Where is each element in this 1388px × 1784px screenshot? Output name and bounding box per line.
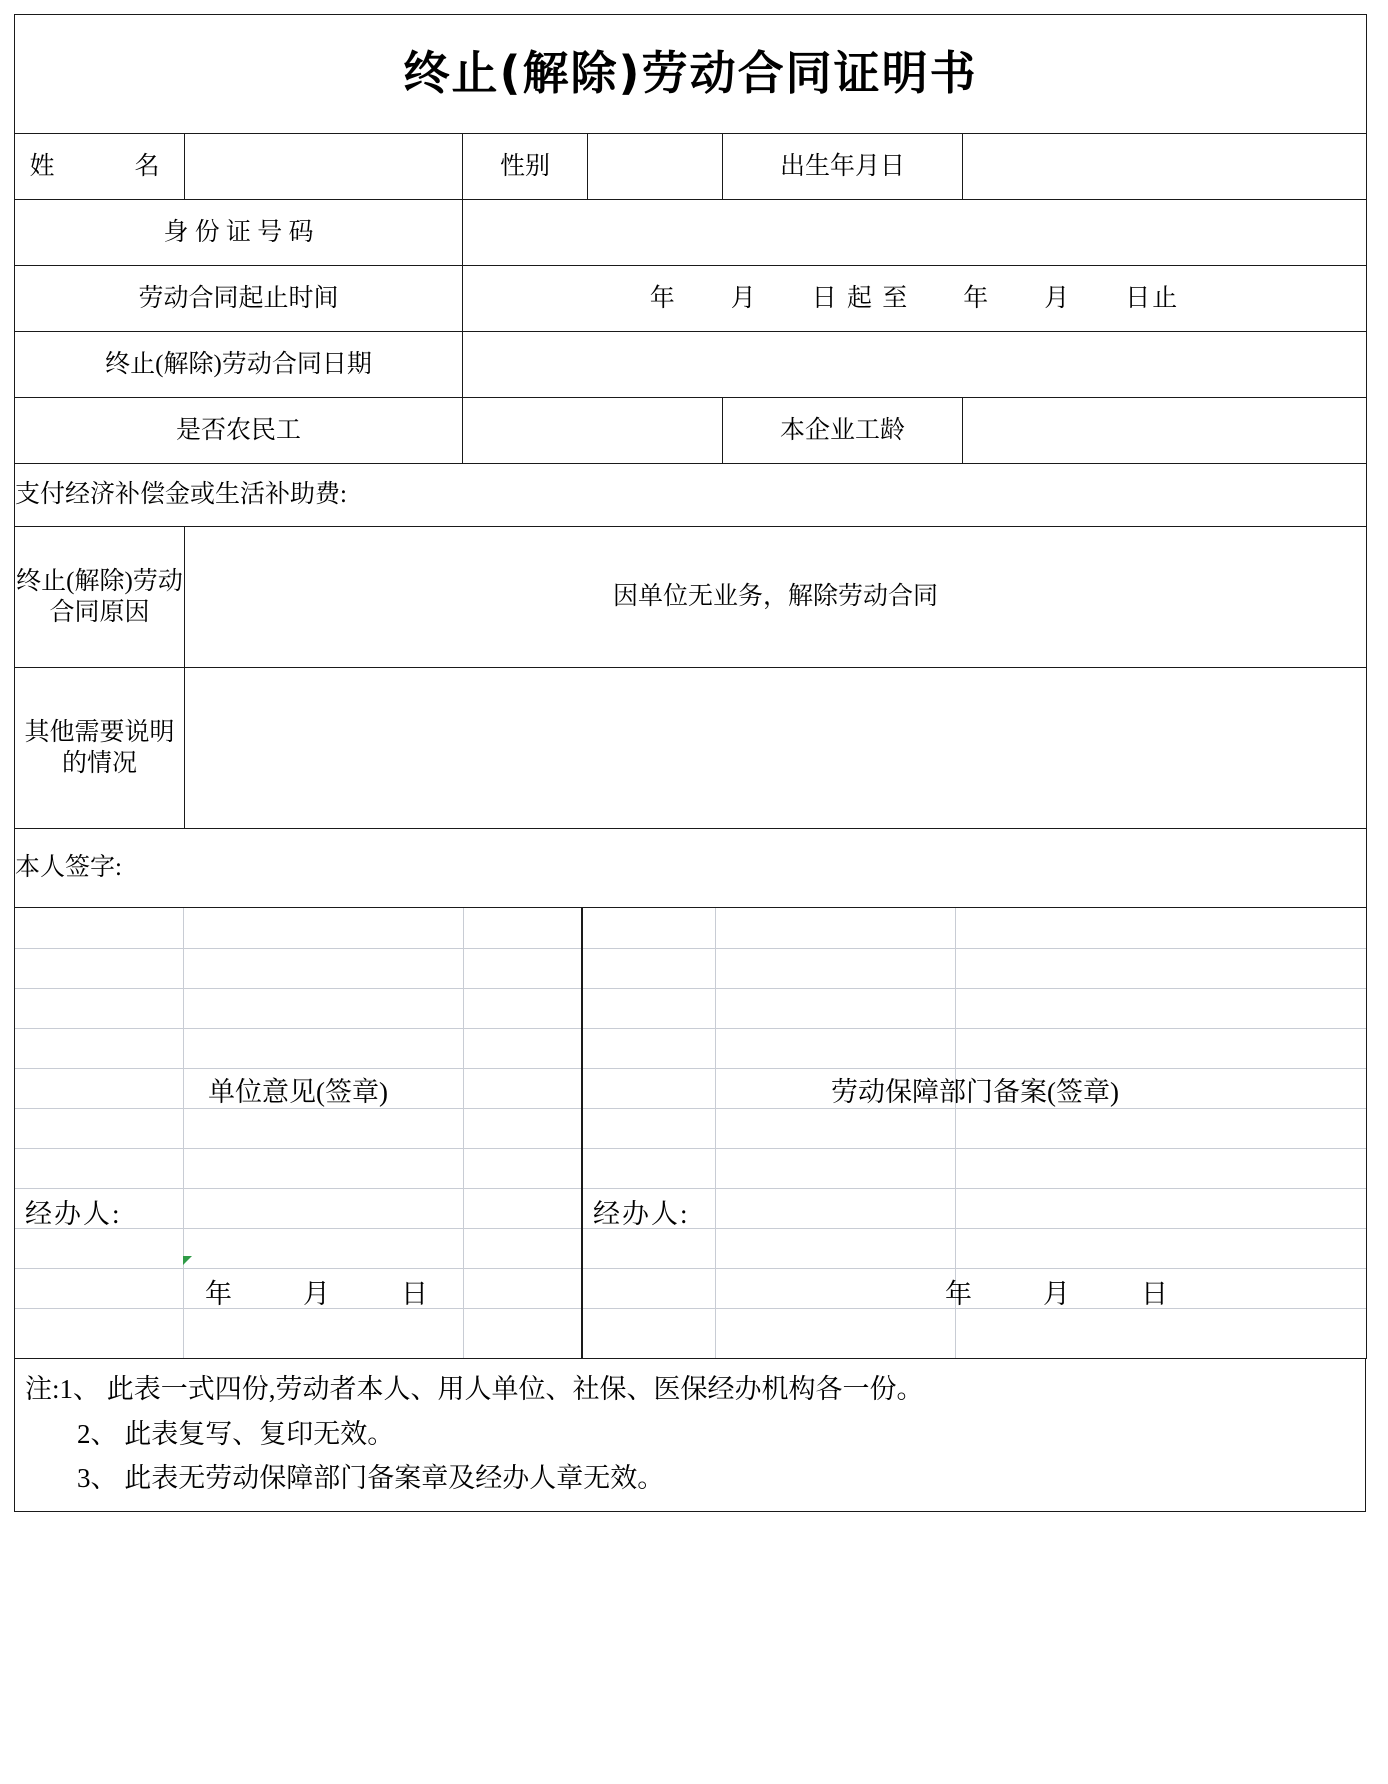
date-left[interactable]: 年 月 日 bbox=[205, 1279, 450, 1309]
signature-grid bbox=[15, 908, 1367, 1359]
title-cell bbox=[15, 15, 1367, 134]
gender-label: 性别 bbox=[463, 134, 588, 200]
row-reason bbox=[15, 527, 1367, 668]
row-basic-info bbox=[15, 134, 1367, 200]
reason-label: 终止(解除)劳动合同原因 bbox=[15, 527, 185, 668]
termination-date-label: 终止(解除)劳动合同日期 bbox=[15, 332, 463, 398]
migrant-worker-value[interactable] bbox=[463, 398, 723, 464]
certificate-form bbox=[14, 14, 1367, 1359]
title-row bbox=[15, 15, 1367, 134]
date-right[interactable]: 年 月 日 bbox=[945, 1279, 1190, 1309]
company-seniority-value[interactable] bbox=[963, 398, 1367, 464]
other-notes-value[interactable] bbox=[185, 668, 1367, 829]
handler-left-label[interactable]: 经办人: bbox=[25, 1199, 122, 1229]
row-self-signature bbox=[15, 829, 1367, 908]
row-signature-block bbox=[15, 908, 1367, 1359]
green-marker-icon bbox=[183, 1256, 192, 1265]
contract-period-label: 劳动合同起止时间 bbox=[15, 266, 463, 332]
row-termination-date bbox=[15, 332, 1367, 398]
handler-right-label[interactable]: 经办人: bbox=[593, 1199, 690, 1229]
birthdate-value[interactable] bbox=[963, 134, 1367, 200]
name-label: 姓 名 bbox=[15, 134, 185, 200]
row-contract-period bbox=[15, 266, 1367, 332]
notes-block bbox=[14, 1359, 1366, 1512]
reason-value[interactable]: 因单位无业务，解除劳动合同 bbox=[185, 527, 1367, 668]
compensation-label[interactable]: 支付经济补偿金或生活补助费: bbox=[15, 464, 1367, 527]
self-signature-label[interactable]: 本人签字: bbox=[15, 829, 1367, 908]
birthdate-label: 出生年月日 bbox=[723, 134, 963, 200]
signature-grid-inner bbox=[15, 908, 1366, 1358]
note-line-3: 3、 此表无劳动保障部门备案章及经办人章无效。 bbox=[77, 1463, 665, 1494]
row-migrant-seniority bbox=[15, 398, 1367, 464]
id-number-label: 身 份 证 号 码 bbox=[15, 200, 463, 266]
contract-period-value[interactable]: 年 月 日 起 至 年 月 日止 bbox=[463, 266, 1367, 332]
gender-value[interactable] bbox=[588, 134, 723, 200]
other-notes-label: 其他需要说明的情况 bbox=[15, 668, 185, 829]
id-number-value[interactable] bbox=[463, 200, 1367, 266]
migrant-worker-label: 是否农民工 bbox=[15, 398, 463, 464]
company-seniority-label: 本企业工龄 bbox=[723, 398, 963, 464]
labor-department-label: 劳动保障部门备案(签章) bbox=[831, 1077, 1119, 1107]
row-other-notes bbox=[15, 668, 1367, 829]
row-id-number bbox=[15, 200, 1367, 266]
unit-opinion-label: 单位意见(签章) bbox=[208, 1077, 388, 1107]
termination-date-value[interactable] bbox=[463, 332, 1367, 398]
row-compensation bbox=[15, 464, 1367, 527]
name-value[interactable] bbox=[185, 134, 463, 200]
note-line-1: 注:1、 此表一式四份,劳动者本人、用人单位、社保、医保经办机构各一份。 bbox=[25, 1374, 924, 1404]
page-title: 终止(解除)劳动合同证明书 bbox=[403, 46, 978, 101]
note-line-2: 2、 此表复写、复印无效。 bbox=[77, 1418, 395, 1449]
